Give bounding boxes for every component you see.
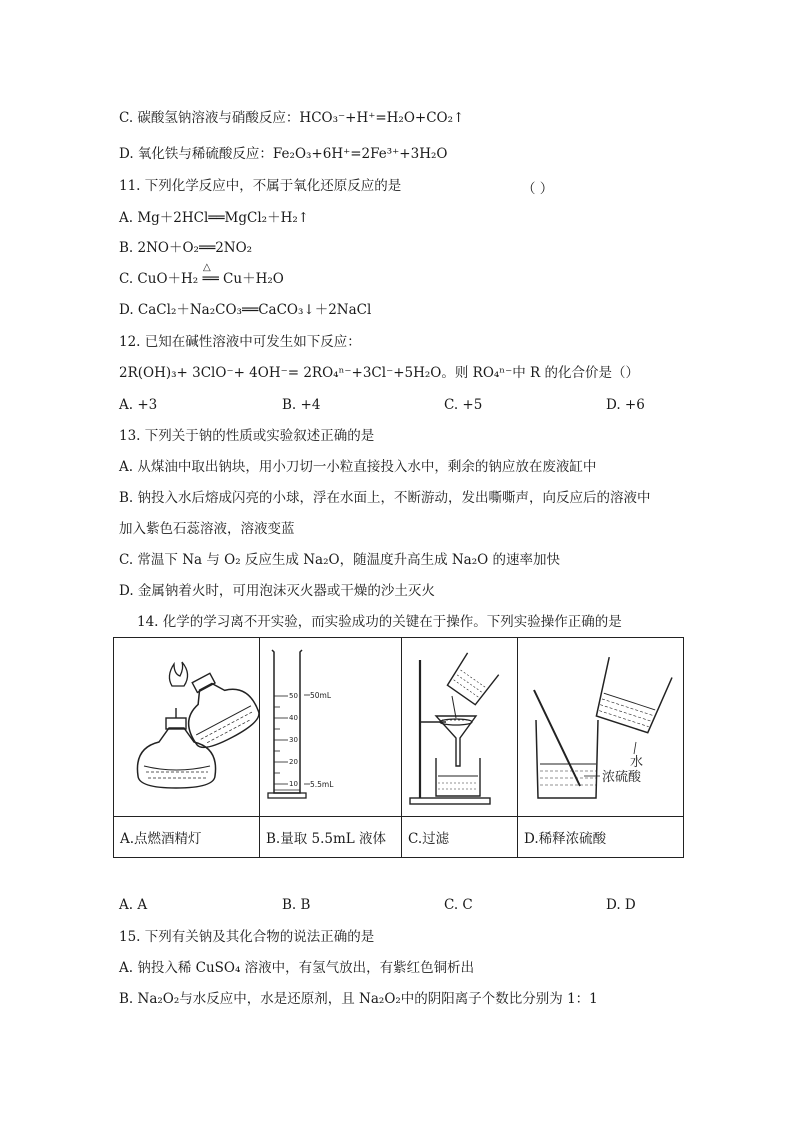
caption-a: A.点燃酒精灯 — [114, 817, 260, 858]
question-11-stem: 11. 下列化学反应中，不属于氧化还原反应的是 — [119, 178, 402, 194]
cylinder-tick-40: 40 — [289, 714, 298, 722]
question-12-stem: 12. 已知在碱性溶液中可发生如下反应： — [119, 334, 361, 350]
q11-option-d: D. CaCl₂＋Na₂CO₃══CaCO₃↓＋2NaCl — [119, 302, 372, 318]
option-d-iron-oxide: D. 氧化铁与稀硫酸反应：Fe₂O₃+6H⁺=2Fe³⁺+3H₂O — [119, 146, 448, 162]
q15-option-b: B. Na₂O₂与水反应中，水是还原剂，且 Na₂O₂中的阴阳离子个数比分别为 1：1 — [119, 991, 598, 1007]
cylinder-label-5-5ml: 5.5mL — [310, 780, 334, 789]
question-11-answer-blank: （ ） — [522, 181, 554, 197]
cylinder-tick-30: 30 — [289, 736, 298, 744]
question-15-stem: 15. 下列有关钠及其化合物的说法正确的是 — [119, 929, 375, 945]
q11-option-c: C. CuO＋H₂ ══ Cu＋H₂O — [119, 271, 284, 287]
cylinder-label-50ml: 50mL — [310, 691, 332, 700]
figure-filtration — [402, 638, 518, 817]
caption-b: B.量取 5.5mL 液体 — [260, 817, 402, 858]
option-c-bicarbonate: C. 碳酸氢钠溶液与硝酸反应：HCO₃⁻+H⁺=H₂O+CO₂↑ — [119, 110, 465, 126]
q11-option-a: A. Mg＋2HCl══MgCl₂＋H₂↑ — [119, 210, 310, 226]
figure-graduated-cylinder — [260, 638, 402, 817]
q13-option-d: D. 金属钠着火时，可用泡沫灭火器或干燥的沙土灭火 — [119, 583, 435, 599]
question-14-stem: 14. 化学的学习离不开实验，而实验成功的关键在于操作。下列实验操作正确的是 — [137, 614, 622, 630]
q15-option-a: A. 钠投入稀 CuSO₄ 溶液中，有氢气放出，有紫红色铜析出 — [119, 960, 475, 976]
caption-c: C.过滤 — [402, 817, 518, 858]
q13-option-b: B. 钠投入水后熔成闪亮的小球，浮在水面上，不断游动，发出嘶嘶声，向反应后的溶液中 — [119, 490, 651, 506]
caption-d: D.稀释浓硫酸 — [518, 817, 684, 858]
q13-option-b-cont: 加入紫色石蕊溶液，溶液变蓝 — [119, 521, 295, 537]
experiment-table — [113, 637, 684, 858]
q13-option-a: A. 从煤油中取出钠块，用小刀切一小粒直接投入水中，剩余的钠应放在废液缸中 — [119, 459, 597, 475]
q12-option-b: B. +4 — [282, 397, 321, 413]
q11-option-b: B. 2NO＋O₂══2NO₂ — [119, 240, 253, 256]
q12-option-c: C. +5 — [444, 397, 483, 413]
question-12-equation: 2R(OH)₃+ 3ClO⁻+ 4OH⁻= 2RO₄ⁿ⁻+3Cl⁻+5H₂O。则 RO₄ⁿ⁻中 R 的化合价是（） — [119, 365, 640, 381]
water-label: 水 — [630, 755, 644, 770]
q14-option-b: B. B — [282, 897, 311, 913]
figure-alcohol-lamp — [114, 638, 260, 817]
cylinder-tick-10: 10 — [289, 780, 298, 788]
q14-option-d: D. D — [606, 897, 636, 913]
acid-label: 浓硫酸 — [602, 770, 642, 785]
q14-option-c: C. C — [444, 897, 473, 913]
heat-condition-mark: △ — [203, 262, 211, 273]
cylinder-tick-20: 20 — [289, 758, 298, 766]
q12-option-d: D. +6 — [606, 397, 645, 413]
q13-option-c: C. 常温下 Na 与 O₂ 反应生成 Na₂O，随温度升高生成 Na₂O 的速率加快 — [119, 552, 560, 568]
figure-dilute-acid — [518, 638, 684, 817]
question-13-stem: 13. 下列关于钠的性质或实验叙述正确的是 — [119, 428, 375, 444]
cylinder-tick-50: 50 — [289, 692, 298, 700]
q12-option-a: A. +3 — [119, 397, 158, 413]
q14-option-a: A. A — [119, 897, 148, 913]
